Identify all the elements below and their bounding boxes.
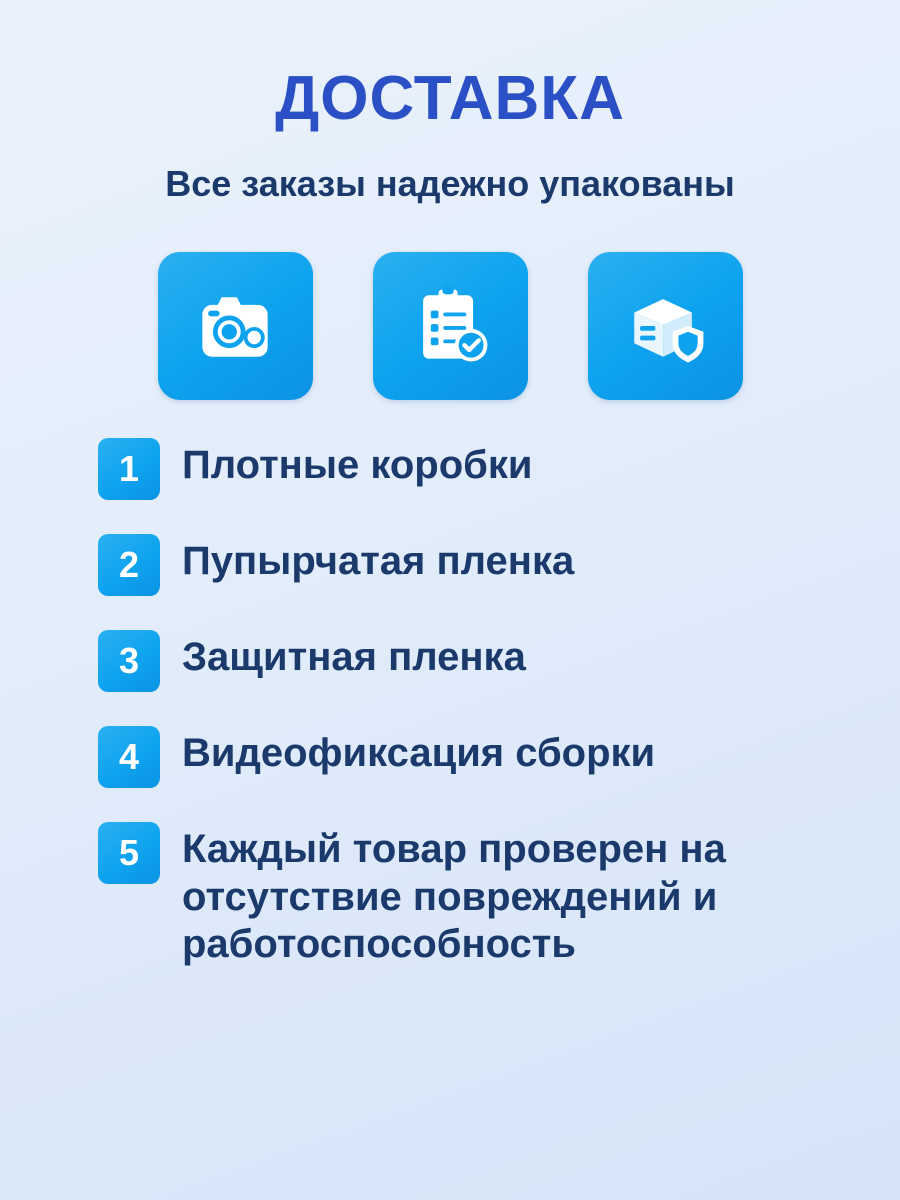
page-subtitle: Все заказы надежно упакованы [165,163,735,205]
camera-icon [187,278,283,374]
icon-tile-package-shield [588,252,743,400]
step-label: Каждый товар проверен на отсутствие повреждений и работоспособность [182,827,726,966]
page-title: ДОСТАВКА [275,64,625,133]
package-shield-icon [617,278,713,374]
step-label: Защитная пленка [182,635,526,680]
list-item [98,726,655,788]
list-item [98,822,842,968]
step-label: Видеофиксация сборки [182,731,656,776]
icon-tile-camera [158,252,313,400]
step-label: Пупырчатая пленка [182,539,575,584]
icons-row [158,252,743,400]
steps-list [40,438,860,968]
list-item [98,438,532,500]
step-number-badge: 4 [98,726,160,788]
step-number-badge: 2 [98,534,160,596]
icon-tile-checklist [373,252,528,400]
list-item [98,534,574,596]
step-number-badge: 5 [98,822,160,884]
checklist-icon [402,278,498,374]
step-label: Плотные коробки [182,443,533,488]
step-number-badge: 3 [98,630,160,692]
step-number-badge: 1 [98,438,160,500]
list-item [98,630,526,692]
